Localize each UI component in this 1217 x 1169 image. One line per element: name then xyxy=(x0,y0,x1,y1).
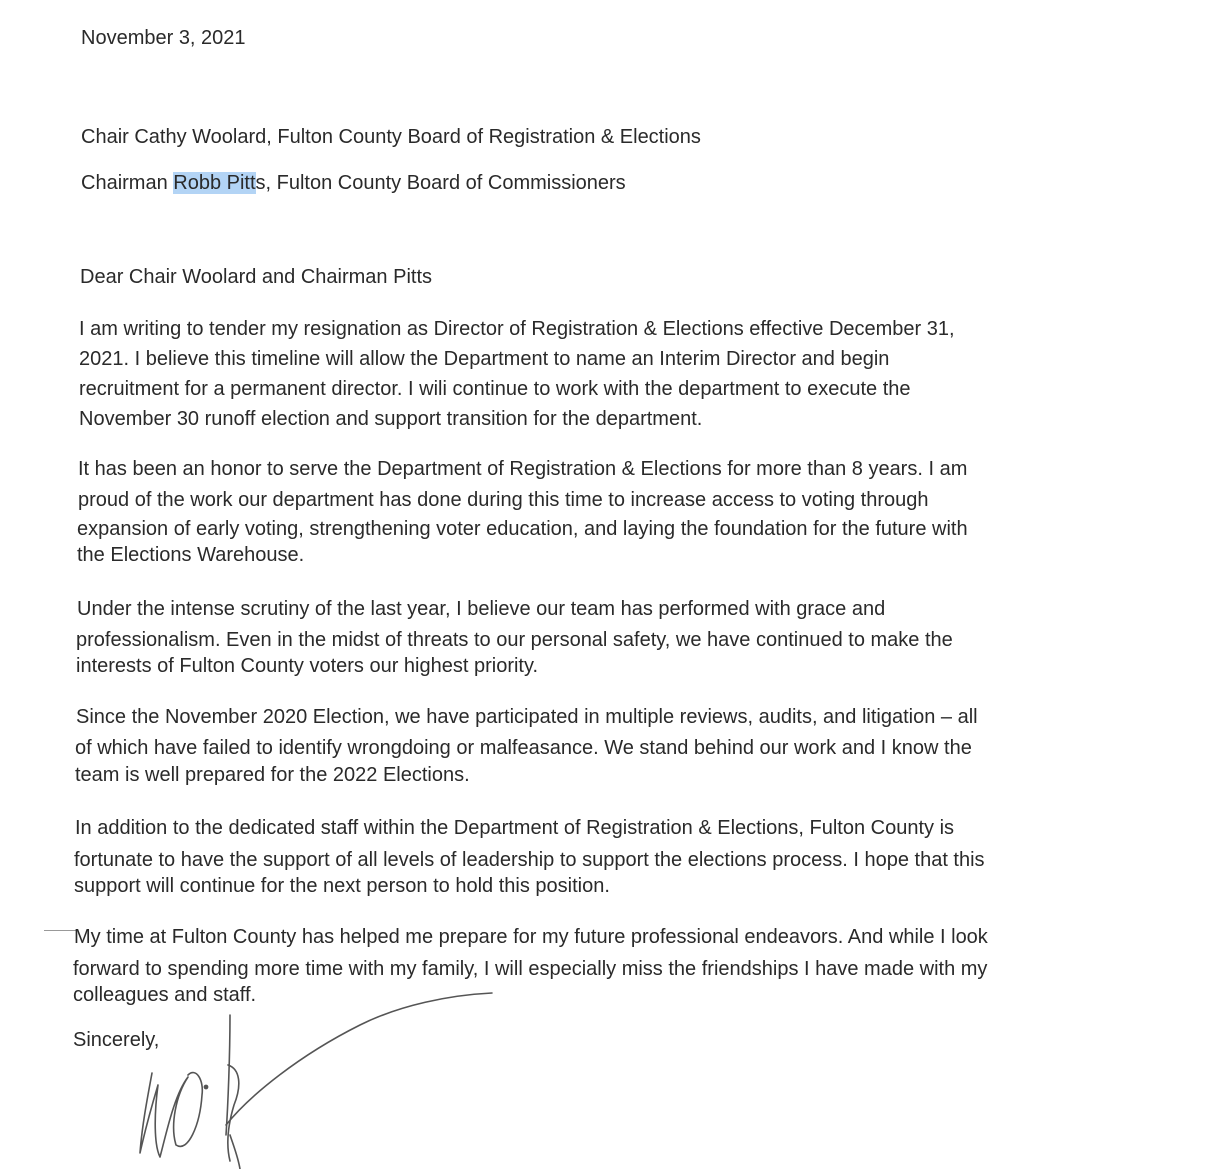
paragraph-line: of which have failed to identify wrongdoing or malfeasance. We stand behind our work and I know the xyxy=(75,737,972,759)
paragraph-line: My time at Fulton County has helped me prepare for my future professional endeavors. And while I look xyxy=(74,926,988,948)
letter-date: November 3, 2021 xyxy=(81,27,246,49)
paragraph-line: 2021. I believe this timeline will allow the Department to name an Interim Director and begin xyxy=(79,348,890,370)
paragraph-line: I am writing to tender my resignation as Director of Registration & Elections effective December 31, xyxy=(79,318,955,340)
paragraph-line: November 30 runoff election and support transition for the department. xyxy=(79,408,703,430)
paragraph-line: interests of Fulton County voters our highest priority. xyxy=(76,655,539,677)
paragraph-line: recruitment for a permanent director. I wili continue to work with the department to execute the xyxy=(79,378,911,400)
paragraph-line: professionalism. Even in the midst of threats to our personal safety, we have continued to make the xyxy=(76,629,953,651)
paragraph-line: the Elections Warehouse. xyxy=(77,544,305,566)
paragraph-line: It has been an honor to serve the Department of Registration & Elections for more than 8 years. I am xyxy=(78,458,968,480)
signature-icon xyxy=(130,985,510,1169)
closing: Sincerely, xyxy=(73,1029,160,1051)
highlighted-text: Robb Pitt xyxy=(173,172,256,194)
paragraph-line: support will continue for the next person to hold this position. xyxy=(74,875,610,897)
paragraph-line: Since the November 2020 Election, we have participated in multiple reviews, audits, and litigation – all xyxy=(76,706,978,728)
recipient-line-1: Chair Cathy Woolard, Fulton County Board of Registration & Elections xyxy=(81,126,701,148)
paragraph-line: Under the intense scrutiny of the last year, I believe our team has performed with grace and xyxy=(77,598,886,620)
paragraph-line: expansion of early voting, strengthening voter education, and laying the foundation for the future with xyxy=(77,518,968,540)
paragraph-line: forward to spending more time with my family, I will especially miss the friendships I have made with my xyxy=(73,958,988,980)
paragraph-line: fortunate to have the support of all levels of leadership to support the elections process. I hope that this xyxy=(74,849,985,871)
paragraph-line: proud of the work our department has done during this time to increase access to voting through xyxy=(78,489,929,511)
paragraph-line: In addition to the dedicated staff within the Department of Registration & Elections, Fulton County is xyxy=(75,817,955,839)
recipient-title: Chairman xyxy=(81,172,174,194)
paragraph-line: team is well prepared for the 2022 Elections. xyxy=(75,764,470,786)
recipient-line-2 xyxy=(81,170,626,196)
margin-mark xyxy=(44,930,76,931)
paragraph-line: colleagues and staff. xyxy=(73,984,257,1006)
salutation: Dear Chair Woolard and Chairman Pitts xyxy=(80,266,433,288)
recipient-org: s, Fulton County Board of Commissioners xyxy=(255,172,626,194)
